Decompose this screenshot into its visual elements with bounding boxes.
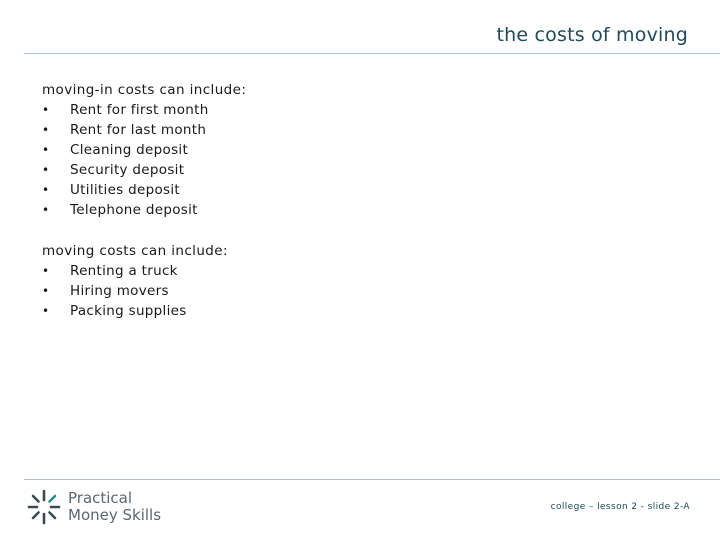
bullet-icon: • [42,123,50,137]
list-item [42,261,228,281]
top-divider [24,53,720,54]
moving-heading: moving costs can include: [42,243,228,259]
bottom-divider [24,479,720,480]
slide-footer: college – lesson 2 - slide 2-A [550,502,690,512]
bullet-icon: • [42,284,50,298]
bullet-icon: • [42,103,50,117]
list-item-label: Renting a truck [70,263,178,279]
list-item [42,301,228,321]
starburst-logo-icon [26,488,62,526]
bullet-icon: • [42,183,50,197]
practical-money-skills-logo [26,488,161,526]
bullet-icon: • [42,264,50,278]
list-item [42,200,246,220]
list-item-label: Security deposit [70,162,185,178]
logo-line-2: Money Skills [68,506,162,524]
list-item [42,140,246,160]
list-item-label: Packing supplies [70,303,187,319]
moving-costs-section [42,241,228,321]
list-item [42,281,228,301]
list-item [42,120,246,140]
bullet-icon: • [42,304,50,318]
list-item [42,180,246,200]
list-item-label: Telephone deposit [70,202,198,218]
bullet-icon: • [42,163,50,177]
moving-list [42,261,228,321]
bullet-icon: • [42,203,50,217]
list-item [42,100,246,120]
list-item-label: Hiring movers [70,283,169,299]
logo-line-1: Practical [68,489,133,507]
list-item-label: Utilities deposit [70,182,180,198]
moving-in-list [42,100,246,220]
list-item-label: Cleaning deposit [70,142,189,158]
moving-in-costs-section [42,80,246,220]
bullet-icon: • [42,143,50,157]
list-item-label: Rent for first month [70,102,209,118]
list-item-label: Rent for last month [70,122,207,138]
list-item [42,160,246,180]
logo-wordmark [68,490,161,524]
moving-in-heading: moving-in costs can include: [42,82,247,98]
slide-title: the costs of moving [496,24,688,46]
